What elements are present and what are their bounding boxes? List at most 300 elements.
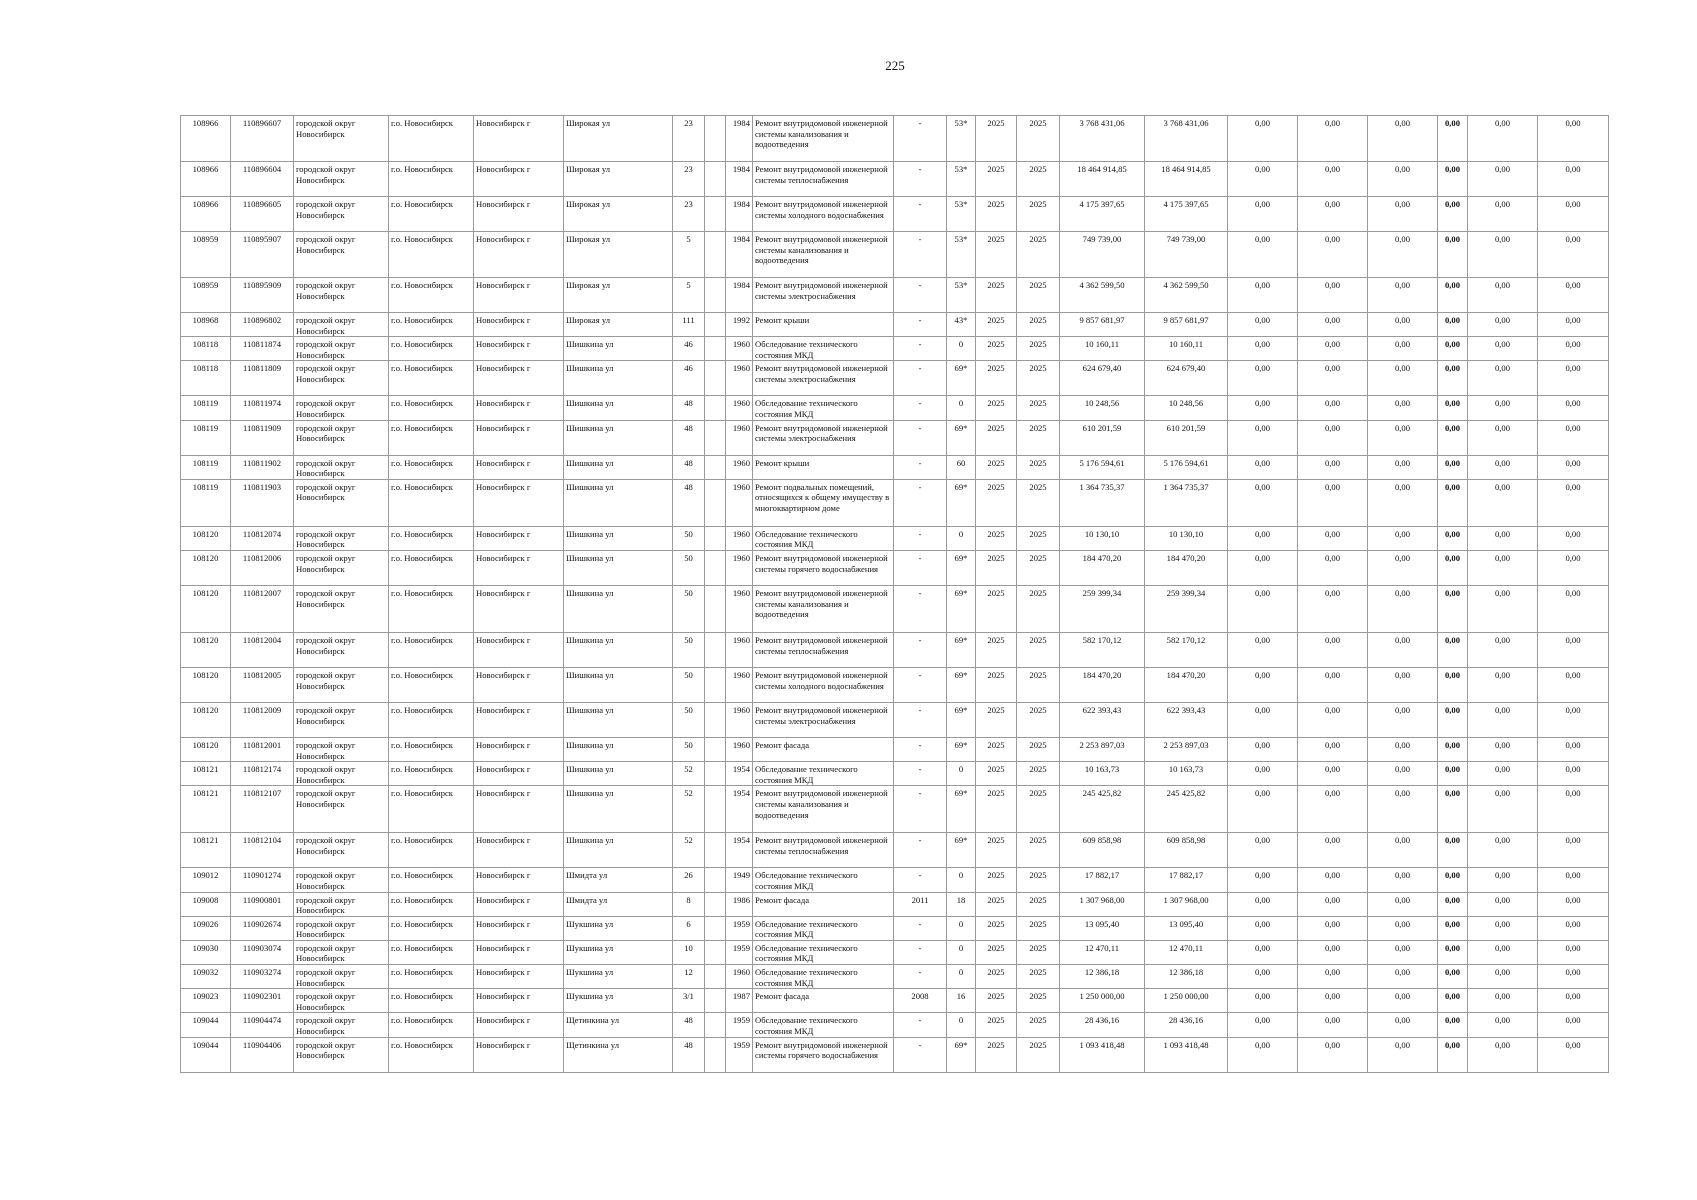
funding-cell: 0,00 xyxy=(1368,278,1438,313)
cell-municipality: городской округ Новосибирск xyxy=(294,989,389,1013)
funding-cell: 0,00 xyxy=(1438,833,1468,868)
funding-cell: 0,00 xyxy=(1538,550,1609,585)
funding-cell: 0,00 xyxy=(1468,916,1538,940)
cell-city-district: г.о. Новосибирск xyxy=(389,361,474,396)
cell-id: 109032 xyxy=(181,965,231,989)
cell-prev-year: 2011 xyxy=(894,892,947,916)
funding-cell: 0,00 xyxy=(1228,632,1298,667)
cell-total-cost: 245 425,82 xyxy=(1060,786,1145,833)
cell-fund-cost: 12 386,18 xyxy=(1145,965,1228,989)
cell-wear: 53* xyxy=(947,162,976,197)
empty-cell xyxy=(705,420,726,455)
cell-municipality: городской округ Новосибирск xyxy=(294,337,389,361)
cell-fund-cost: 184 470,20 xyxy=(1145,667,1228,702)
funding-cell: 0,00 xyxy=(1538,632,1609,667)
cell-code: 110812006 xyxy=(231,550,294,585)
cell-prev-year: - xyxy=(894,313,947,337)
cell-year: 1960 xyxy=(726,737,753,761)
cell-code: 110895909 xyxy=(231,278,294,313)
funding-cell: 0,00 xyxy=(1368,162,1438,197)
funding-cell: 0,00 xyxy=(1228,585,1298,632)
table-row xyxy=(181,396,1609,420)
empty-cell xyxy=(705,162,726,197)
funding-cell: 0,00 xyxy=(1438,868,1468,892)
cell-id: 108120 xyxy=(181,526,231,550)
funding-cell: 0,00 xyxy=(1368,786,1438,833)
funding-cell: 0,00 xyxy=(1228,550,1298,585)
cell-code: 110900801 xyxy=(231,892,294,916)
cell-prev-year: - xyxy=(894,479,947,526)
funding-cell: 0,00 xyxy=(1228,420,1298,455)
cell-street: Шишкина ул xyxy=(564,632,673,667)
cell-id: 108121 xyxy=(181,786,231,833)
cell-plan-to: 2025 xyxy=(1017,892,1060,916)
cell-year: 1959 xyxy=(726,940,753,964)
cell-plan-to: 2025 xyxy=(1017,702,1060,737)
cell-city-district: г.о. Новосибирск xyxy=(389,162,474,197)
cell-plan-from: 2025 xyxy=(976,197,1017,232)
empty-cell xyxy=(705,989,726,1013)
funding-cell: 0,00 xyxy=(1368,116,1438,162)
cell-year: 1960 xyxy=(726,667,753,702)
cell-plan-from: 2025 xyxy=(976,667,1017,702)
cell-code: 110811874 xyxy=(231,337,294,361)
funding-cell: 0,00 xyxy=(1298,361,1368,396)
cell-house: 50 xyxy=(673,737,705,761)
cell-code: 110811909 xyxy=(231,420,294,455)
cell-prev-year: - xyxy=(894,396,947,420)
cell-wear: 69* xyxy=(947,479,976,526)
cell-plan-to: 2025 xyxy=(1017,1013,1060,1037)
cell-fund-cost: 4 362 599,50 xyxy=(1145,278,1228,313)
cell-house: 50 xyxy=(673,550,705,585)
funding-cell: 0,00 xyxy=(1468,940,1538,964)
cell-id: 108120 xyxy=(181,702,231,737)
cell-year: 1954 xyxy=(726,833,753,868)
cell-total-cost: 5 176 594,61 xyxy=(1060,455,1145,479)
cell-locality: Новосибирск г xyxy=(474,737,564,761)
funding-cell: 0,00 xyxy=(1368,892,1438,916)
funding-cell: 0,00 xyxy=(1538,396,1609,420)
empty-cell xyxy=(705,892,726,916)
empty-cell xyxy=(705,833,726,868)
cell-street: Широкая ул xyxy=(564,232,673,278)
cell-street: Шукшина ул xyxy=(564,965,673,989)
cell-locality: Новосибирск г xyxy=(474,361,564,396)
cell-city-district: г.о. Новосибирск xyxy=(389,737,474,761)
funding-cell: 0,00 xyxy=(1438,337,1468,361)
cell-plan-from: 2025 xyxy=(976,479,1017,526)
funding-cell: 0,00 xyxy=(1228,479,1298,526)
cell-prev-year: - xyxy=(894,1037,947,1072)
cell-street: Шукшина ул xyxy=(564,940,673,964)
page-number: 225 xyxy=(885,58,905,73)
cell-wear: 69* xyxy=(947,585,976,632)
funding-cell: 0,00 xyxy=(1298,667,1368,702)
cell-id: 108959 xyxy=(181,232,231,278)
funding-cell: 0,00 xyxy=(1468,989,1538,1013)
cell-total-cost: 12 470,11 xyxy=(1060,940,1145,964)
funding-cell: 0,00 xyxy=(1538,916,1609,940)
cell-year: 1984 xyxy=(726,232,753,278)
funding-cell: 0,00 xyxy=(1468,455,1538,479)
cell-plan-from: 2025 xyxy=(976,1013,1017,1037)
cell-plan-to: 2025 xyxy=(1017,420,1060,455)
cell-id: 109012 xyxy=(181,868,231,892)
cell-id: 109044 xyxy=(181,1037,231,1072)
funding-cell: 0,00 xyxy=(1298,892,1368,916)
cell-fund-cost: 10 160,11 xyxy=(1145,337,1228,361)
cell-municipality: городской округ Новосибирск xyxy=(294,762,389,786)
cell-plan-from: 2025 xyxy=(976,162,1017,197)
cell-street: Шишкина ул xyxy=(564,479,673,526)
cell-year: 1960 xyxy=(726,632,753,667)
cell-plan-from: 2025 xyxy=(976,916,1017,940)
cell-wear: 0 xyxy=(947,1013,976,1037)
cell-total-cost: 4 175 397,65 xyxy=(1060,197,1145,232)
funding-cell: 0,00 xyxy=(1538,197,1609,232)
cell-house: 52 xyxy=(673,786,705,833)
funding-cell: 0,00 xyxy=(1298,1013,1368,1037)
cell-plan-from: 2025 xyxy=(976,337,1017,361)
funding-cell: 0,00 xyxy=(1368,916,1438,940)
cell-plan-from: 2025 xyxy=(976,232,1017,278)
funding-cell: 0,00 xyxy=(1538,737,1609,761)
cell-id: 108120 xyxy=(181,550,231,585)
cell-id: 108119 xyxy=(181,455,231,479)
cell-plan-to: 2025 xyxy=(1017,479,1060,526)
table-row xyxy=(181,313,1609,337)
cell-plan-to: 2025 xyxy=(1017,455,1060,479)
cell-plan-to: 2025 xyxy=(1017,737,1060,761)
cell-work: Ремонт подвальных помещений, относящихся к общему имуществу в многоквартирном доме xyxy=(753,479,894,526)
funding-cell: 0,00 xyxy=(1538,989,1609,1013)
cell-locality: Новосибирск г xyxy=(474,786,564,833)
cell-code: 110812004 xyxy=(231,632,294,667)
cell-work: Ремонт внутридомовой инженерной системы горячего водоснабжения xyxy=(753,550,894,585)
funding-cell: 0,00 xyxy=(1438,762,1468,786)
cell-locality: Новосибирск г xyxy=(474,396,564,420)
cell-id: 109044 xyxy=(181,1013,231,1037)
cell-locality: Новосибирск г xyxy=(474,1013,564,1037)
cell-total-cost: 18 464 914,85 xyxy=(1060,162,1145,197)
cell-street: Шукшина ул xyxy=(564,989,673,1013)
cell-year: 1984 xyxy=(726,116,753,162)
cell-year: 1984 xyxy=(726,197,753,232)
empty-cell xyxy=(705,1013,726,1037)
empty-cell xyxy=(705,702,726,737)
cell-plan-to: 2025 xyxy=(1017,232,1060,278)
funding-cell: 0,00 xyxy=(1468,868,1538,892)
cell-house: 6 xyxy=(673,916,705,940)
cell-prev-year: - xyxy=(894,632,947,667)
cell-city-district: г.о. Новосибирск xyxy=(389,632,474,667)
cell-plan-to: 2025 xyxy=(1017,989,1060,1013)
cell-code: 110903274 xyxy=(231,965,294,989)
cell-house: 50 xyxy=(673,632,705,667)
cell-year: 1984 xyxy=(726,162,753,197)
cell-street: Широкая ул xyxy=(564,278,673,313)
cell-total-cost: 17 882,17 xyxy=(1060,868,1145,892)
cell-house: 48 xyxy=(673,420,705,455)
funding-cell: 0,00 xyxy=(1228,833,1298,868)
funding-cell: 0,00 xyxy=(1228,116,1298,162)
funding-cell: 0,00 xyxy=(1468,585,1538,632)
funding-cell: 0,00 xyxy=(1468,479,1538,526)
cell-city-district: г.о. Новосибирск xyxy=(389,313,474,337)
funding-cell: 0,00 xyxy=(1438,526,1468,550)
funding-cell: 0,00 xyxy=(1298,965,1368,989)
table-row xyxy=(181,833,1609,868)
cell-work: Ремонт внутридомовой инженерной системы электроснабжения xyxy=(753,278,894,313)
cell-municipality: городской округ Новосибирск xyxy=(294,916,389,940)
cell-plan-to: 2025 xyxy=(1017,762,1060,786)
funding-cell: 0,00 xyxy=(1298,786,1368,833)
cell-municipality: городской округ Новосибирск xyxy=(294,550,389,585)
cell-id: 108119 xyxy=(181,479,231,526)
funding-cell: 0,00 xyxy=(1438,940,1468,964)
cell-city-district: г.о. Новосибирск xyxy=(389,337,474,361)
cell-fund-cost: 10 130,10 xyxy=(1145,526,1228,550)
cell-house: 8 xyxy=(673,892,705,916)
funding-cell: 0,00 xyxy=(1228,786,1298,833)
funding-cell: 0,00 xyxy=(1228,313,1298,337)
cell-year: 1960 xyxy=(726,361,753,396)
cell-street: Широкая ул xyxy=(564,313,673,337)
funding-cell: 0,00 xyxy=(1468,162,1538,197)
cell-code: 110812104 xyxy=(231,833,294,868)
cell-locality: Новосибирск г xyxy=(474,550,564,585)
cell-wear: 69* xyxy=(947,702,976,737)
cell-year: 1986 xyxy=(726,892,753,916)
cell-fund-cost: 622 393,43 xyxy=(1145,702,1228,737)
cell-plan-to: 2025 xyxy=(1017,116,1060,162)
funding-cell: 0,00 xyxy=(1438,1037,1468,1072)
cell-house: 3/1 xyxy=(673,989,705,1013)
empty-cell xyxy=(705,232,726,278)
cell-year: 1960 xyxy=(726,337,753,361)
cell-prev-year: - xyxy=(894,762,947,786)
cell-municipality: городской округ Новосибирск xyxy=(294,965,389,989)
cell-wear: 69* xyxy=(947,786,976,833)
cell-wear: 53* xyxy=(947,278,976,313)
cell-city-district: г.о. Новосибирск xyxy=(389,868,474,892)
funding-cell: 0,00 xyxy=(1538,702,1609,737)
funding-cell: 0,00 xyxy=(1438,197,1468,232)
cell-locality: Новосибирск г xyxy=(474,116,564,162)
cell-city-district: г.о. Новосибирск xyxy=(389,116,474,162)
cell-street: Шишкина ул xyxy=(564,786,673,833)
cell-work: Ремонт фасада xyxy=(753,989,894,1013)
cell-total-cost: 259 399,34 xyxy=(1060,585,1145,632)
cell-municipality: городской округ Новосибирск xyxy=(294,632,389,667)
cell-work: Обследование технического состояния МКД xyxy=(753,396,894,420)
cell-municipality: городской округ Новосибирск xyxy=(294,585,389,632)
empty-cell xyxy=(705,786,726,833)
cell-total-cost: 582 170,12 xyxy=(1060,632,1145,667)
cell-work: Ремонт внутридомовой инженерной системы канализования и водоотведения xyxy=(753,232,894,278)
funding-cell: 0,00 xyxy=(1228,737,1298,761)
cell-plan-from: 2025 xyxy=(976,786,1017,833)
cell-plan-to: 2025 xyxy=(1017,940,1060,964)
funding-cell: 0,00 xyxy=(1228,197,1298,232)
cell-year: 1960 xyxy=(726,455,753,479)
cell-id: 108966 xyxy=(181,197,231,232)
cell-municipality: городской округ Новосибирск xyxy=(294,1013,389,1037)
cell-municipality: городской округ Новосибирск xyxy=(294,116,389,162)
table-row xyxy=(181,737,1609,761)
funding-cell: 0,00 xyxy=(1538,232,1609,278)
cell-plan-to: 2025 xyxy=(1017,313,1060,337)
cell-prev-year: - xyxy=(894,916,947,940)
table-row xyxy=(181,940,1609,964)
cell-id: 108121 xyxy=(181,833,231,868)
cell-plan-to: 2025 xyxy=(1017,916,1060,940)
cell-locality: Новосибирск г xyxy=(474,197,564,232)
cell-city-district: г.о. Новосибирск xyxy=(389,197,474,232)
cell-locality: Новосибирск г xyxy=(474,892,564,916)
cell-plan-from: 2025 xyxy=(976,420,1017,455)
cell-id: 109030 xyxy=(181,940,231,964)
cell-street: Шишкина ул xyxy=(564,833,673,868)
table-row xyxy=(181,989,1609,1013)
cell-city-district: г.о. Новосибирск xyxy=(389,965,474,989)
cell-id: 108119 xyxy=(181,420,231,455)
table-row xyxy=(181,892,1609,916)
cell-year: 1960 xyxy=(726,479,753,526)
cell-year: 1959 xyxy=(726,1037,753,1072)
table-row xyxy=(181,786,1609,833)
funding-cell: 0,00 xyxy=(1468,116,1538,162)
cell-id: 108118 xyxy=(181,337,231,361)
cell-prev-year: - xyxy=(894,116,947,162)
cell-wear: 0 xyxy=(947,965,976,989)
cell-total-cost: 749 739,00 xyxy=(1060,232,1145,278)
cell-city-district: г.о. Новосибирск xyxy=(389,232,474,278)
empty-cell xyxy=(705,479,726,526)
cell-street: Шишкина ул xyxy=(564,455,673,479)
cell-street: Широкая ул xyxy=(564,162,673,197)
funding-cell: 0,00 xyxy=(1468,1037,1538,1072)
cell-locality: Новосибирск г xyxy=(474,702,564,737)
funding-cell: 0,00 xyxy=(1228,762,1298,786)
cell-plan-from: 2025 xyxy=(976,868,1017,892)
cell-total-cost: 10 160,11 xyxy=(1060,337,1145,361)
cell-plan-to: 2025 xyxy=(1017,337,1060,361)
cell-fund-cost: 12 470,11 xyxy=(1145,940,1228,964)
cell-prev-year: - xyxy=(894,737,947,761)
cell-street: Шишкина ул xyxy=(564,762,673,786)
cell-prev-year: - xyxy=(894,420,947,455)
funding-cell: 0,00 xyxy=(1368,420,1438,455)
cell-locality: Новосибирск г xyxy=(474,232,564,278)
funding-cell: 0,00 xyxy=(1228,989,1298,1013)
funding-cell: 0,00 xyxy=(1538,1013,1609,1037)
funding-cell: 0,00 xyxy=(1228,667,1298,702)
cell-street: Широкая ул xyxy=(564,197,673,232)
table-row xyxy=(181,1037,1609,1072)
cell-work: Обследование технического состояния МКД xyxy=(753,916,894,940)
cell-plan-to: 2025 xyxy=(1017,667,1060,702)
cell-locality: Новосибирск г xyxy=(474,585,564,632)
table-body xyxy=(181,116,1609,1073)
funding-cell: 0,00 xyxy=(1468,232,1538,278)
cell-wear: 69* xyxy=(947,632,976,667)
funding-cell: 0,00 xyxy=(1228,1037,1298,1072)
table-row xyxy=(181,197,1609,232)
cell-work: Ремонт внутридомовой инженерной системы холодного водоснабжения xyxy=(753,197,894,232)
funding-cell: 0,00 xyxy=(1438,786,1468,833)
funding-cell: 0,00 xyxy=(1438,989,1468,1013)
cell-year: 1960 xyxy=(726,585,753,632)
empty-cell xyxy=(705,313,726,337)
cell-year: 1959 xyxy=(726,1013,753,1037)
table-row xyxy=(181,762,1609,786)
funding-cell: 0,00 xyxy=(1298,702,1368,737)
cell-wear: 0 xyxy=(947,940,976,964)
cell-house: 50 xyxy=(673,702,705,737)
cell-total-cost: 3 768 431,06 xyxy=(1060,116,1145,162)
cell-code: 110812107 xyxy=(231,786,294,833)
cell-prev-year: 2008 xyxy=(894,989,947,1013)
cell-street: Шишкина ул xyxy=(564,396,673,420)
empty-cell xyxy=(705,632,726,667)
funding-cell: 0,00 xyxy=(1298,278,1368,313)
cell-house: 52 xyxy=(673,833,705,868)
cell-fund-cost: 245 425,82 xyxy=(1145,786,1228,833)
funding-cell: 0,00 xyxy=(1468,737,1538,761)
cell-city-district: г.о. Новосибирск xyxy=(389,762,474,786)
cell-fund-cost: 3 768 431,06 xyxy=(1145,116,1228,162)
cell-code: 110811809 xyxy=(231,361,294,396)
cell-code: 110812174 xyxy=(231,762,294,786)
cell-prev-year: - xyxy=(894,965,947,989)
funding-cell: 0,00 xyxy=(1468,278,1538,313)
cell-municipality: городской округ Новосибирск xyxy=(294,278,389,313)
cell-id: 108119 xyxy=(181,396,231,420)
cell-code: 110812007 xyxy=(231,585,294,632)
cell-city-district: г.о. Новосибирск xyxy=(389,916,474,940)
cell-street: Щетинкина ул xyxy=(564,1037,673,1072)
funding-cell: 0,00 xyxy=(1438,278,1468,313)
table-row xyxy=(181,632,1609,667)
cell-fund-cost: 259 399,34 xyxy=(1145,585,1228,632)
cell-work: Ремонт внутридомовой инженерной системы электроснабжения xyxy=(753,361,894,396)
funding-cell: 0,00 xyxy=(1228,940,1298,964)
cell-city-district: г.о. Новосибирск xyxy=(389,702,474,737)
funding-cell: 0,00 xyxy=(1438,965,1468,989)
funding-cell: 0,00 xyxy=(1538,337,1609,361)
empty-cell xyxy=(705,965,726,989)
cell-fund-cost: 1 307 968,00 xyxy=(1145,892,1228,916)
empty-cell xyxy=(705,868,726,892)
cell-fund-cost: 624 679,40 xyxy=(1145,361,1228,396)
empty-cell xyxy=(705,278,726,313)
cell-code: 110901274 xyxy=(231,868,294,892)
funding-cell: 0,00 xyxy=(1298,479,1368,526)
funding-cell: 0,00 xyxy=(1468,833,1538,868)
cell-municipality: городской округ Новосибирск xyxy=(294,420,389,455)
funding-cell: 0,00 xyxy=(1538,116,1609,162)
funding-cell: 0,00 xyxy=(1368,940,1438,964)
funding-cell: 0,00 xyxy=(1368,455,1438,479)
cell-municipality: городской округ Новосибирск xyxy=(294,940,389,964)
funding-cell: 0,00 xyxy=(1538,667,1609,702)
cell-house: 50 xyxy=(673,585,705,632)
cell-work: Ремонт внутридомовой инженерной системы теплоснабжения xyxy=(753,162,894,197)
funding-cell: 0,00 xyxy=(1468,396,1538,420)
cell-total-cost: 622 393,43 xyxy=(1060,702,1145,737)
